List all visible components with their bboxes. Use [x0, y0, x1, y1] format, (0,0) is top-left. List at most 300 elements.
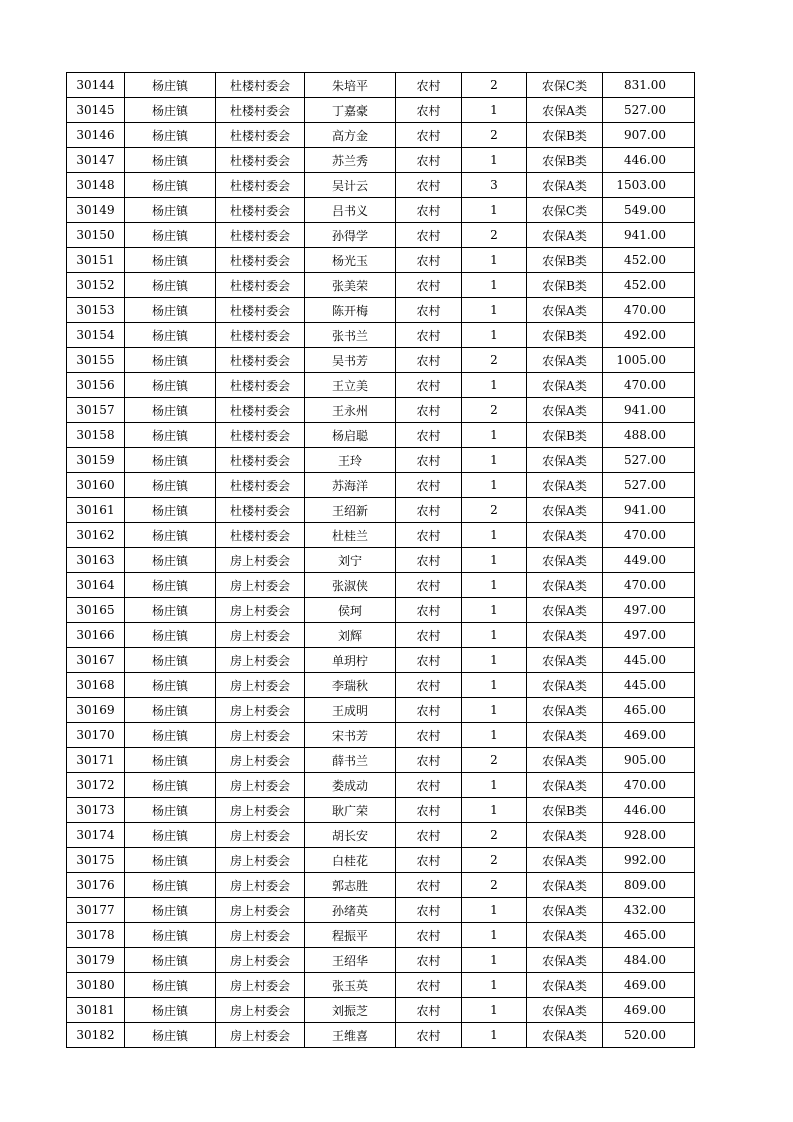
area-type-cell: 农村: [396, 248, 462, 273]
town-cell: 杨庄镇: [125, 148, 216, 173]
town-cell: 杨庄镇: [125, 348, 216, 373]
household-count-cell: 1: [462, 98, 527, 123]
amount-cell: 446.00: [603, 798, 695, 823]
village-committee-cell: 杜楼村委会: [216, 348, 305, 373]
village-committee-cell: 杜楼村委会: [216, 498, 305, 523]
table-row: [67, 648, 695, 673]
amount-cell: 941.00: [603, 498, 695, 523]
table-row: [67, 773, 695, 798]
village-committee-cell: 房上村委会: [216, 698, 305, 723]
person-name-cell: 孙绪英: [305, 898, 396, 923]
insurance-category-cell: 农保A类: [527, 473, 603, 498]
household-count-cell: 1: [462, 598, 527, 623]
table-row: [67, 398, 695, 423]
table-row: [67, 598, 695, 623]
area-type-cell: 农村: [396, 73, 462, 98]
household-count-cell: 1: [462, 673, 527, 698]
insurance-category-cell: 农保A类: [527, 923, 603, 948]
table-row: [67, 98, 695, 123]
amount-cell: 497.00: [603, 598, 695, 623]
town-cell: 杨庄镇: [125, 848, 216, 873]
village-committee-cell: 房上村委会: [216, 898, 305, 923]
record-id-cell: 30165: [67, 598, 125, 623]
town-cell: 杨庄镇: [125, 373, 216, 398]
village-committee-cell: 房上村委会: [216, 548, 305, 573]
person-name-cell: 王永州: [305, 398, 396, 423]
town-cell: 杨庄镇: [125, 948, 216, 973]
person-name-cell: 王立美: [305, 373, 396, 398]
insurance-category-cell: 农保B类: [527, 148, 603, 173]
town-cell: 杨庄镇: [125, 598, 216, 623]
table-row: [67, 298, 695, 323]
record-id-cell: 30173: [67, 798, 125, 823]
village-committee-cell: 杜楼村委会: [216, 423, 305, 448]
household-count-cell: 1: [462, 573, 527, 598]
insurance-category-cell: 农保A类: [527, 698, 603, 723]
village-committee-cell: 杜楼村委会: [216, 523, 305, 548]
table-row: [67, 823, 695, 848]
amount-cell: 549.00: [603, 198, 695, 223]
record-id-cell: 30175: [67, 848, 125, 873]
amount-cell: 470.00: [603, 773, 695, 798]
household-count-cell: 1: [462, 448, 527, 473]
village-committee-cell: 杜楼村委会: [216, 198, 305, 223]
amount-cell: 470.00: [603, 373, 695, 398]
amount-cell: 527.00: [603, 473, 695, 498]
amount-cell: 497.00: [603, 623, 695, 648]
table-row: [67, 573, 695, 598]
household-count-cell: 1: [462, 198, 527, 223]
person-name-cell: 侯珂: [305, 598, 396, 623]
record-id-cell: 30174: [67, 823, 125, 848]
insurance-category-cell: 农保A类: [527, 448, 603, 473]
amount-cell: 469.00: [603, 998, 695, 1023]
insurance-category-cell: 农保A类: [527, 823, 603, 848]
table-row: [67, 373, 695, 398]
household-count-cell: 1: [462, 648, 527, 673]
record-id-cell: 30149: [67, 198, 125, 223]
household-count-cell: 1: [462, 523, 527, 548]
person-name-cell: 张美荣: [305, 273, 396, 298]
table-row: [67, 73, 695, 98]
table-row: [67, 798, 695, 823]
town-cell: 杨庄镇: [125, 873, 216, 898]
household-count-cell: 1: [462, 998, 527, 1023]
record-id-cell: 30155: [67, 348, 125, 373]
amount-cell: 992.00: [603, 848, 695, 873]
household-count-cell: 1: [462, 923, 527, 948]
amount-cell: 907.00: [603, 123, 695, 148]
area-type-cell: 农村: [396, 923, 462, 948]
household-count-cell: 1: [462, 548, 527, 573]
person-name-cell: 刘振芝: [305, 998, 396, 1023]
amount-cell: 941.00: [603, 223, 695, 248]
record-id-cell: 30153: [67, 298, 125, 323]
village-committee-cell: 杜楼村委会: [216, 98, 305, 123]
town-cell: 杨庄镇: [125, 823, 216, 848]
household-count-cell: 2: [462, 73, 527, 98]
amount-cell: 449.00: [603, 548, 695, 573]
area-type-cell: 农村: [396, 548, 462, 573]
insurance-category-cell: 农保A类: [527, 948, 603, 973]
town-cell: 杨庄镇: [125, 323, 216, 348]
insurance-category-cell: 农保A类: [527, 648, 603, 673]
area-type-cell: 农村: [396, 298, 462, 323]
insurance-category-cell: 农保A类: [527, 773, 603, 798]
insurance-category-cell: 农保A类: [527, 873, 603, 898]
town-cell: 杨庄镇: [125, 723, 216, 748]
record-id-cell: 30163: [67, 548, 125, 573]
table-row: [67, 898, 695, 923]
area-type-cell: 农村: [396, 948, 462, 973]
household-count-cell: 1: [462, 723, 527, 748]
insurance-category-cell: 农保A类: [527, 723, 603, 748]
insurance-category-cell: 农保A类: [527, 223, 603, 248]
person-name-cell: 单玥柠: [305, 648, 396, 673]
table-row: [67, 998, 695, 1023]
area-type-cell: 农村: [396, 773, 462, 798]
table-body: [67, 73, 695, 1048]
person-name-cell: 杨光玉: [305, 248, 396, 273]
village-committee-cell: 杜楼村委会: [216, 248, 305, 273]
person-name-cell: 苏海洋: [305, 473, 396, 498]
household-count-cell: 1: [462, 473, 527, 498]
person-name-cell: 杨启聪: [305, 423, 396, 448]
person-name-cell: 张书兰: [305, 323, 396, 348]
village-committee-cell: 房上村委会: [216, 1023, 305, 1048]
household-count-cell: 1: [462, 373, 527, 398]
area-type-cell: 农村: [396, 523, 462, 548]
person-name-cell: 张玉英: [305, 973, 396, 998]
person-name-cell: 王绍新: [305, 498, 396, 523]
town-cell: 杨庄镇: [125, 98, 216, 123]
amount-cell: 527.00: [603, 448, 695, 473]
area-type-cell: 农村: [396, 823, 462, 848]
insurance-category-cell: 农保A类: [527, 398, 603, 423]
amount-cell: 527.00: [603, 98, 695, 123]
record-id-cell: 30145: [67, 98, 125, 123]
area-type-cell: 农村: [396, 173, 462, 198]
insurance-category-cell: 农保B类: [527, 273, 603, 298]
record-id-cell: 30148: [67, 173, 125, 198]
area-type-cell: 农村: [396, 323, 462, 348]
amount-cell: 445.00: [603, 648, 695, 673]
record-id-cell: 30179: [67, 948, 125, 973]
insurance-category-cell: 农保B类: [527, 798, 603, 823]
person-name-cell: 丁嘉豪: [305, 98, 396, 123]
village-committee-cell: 房上村委会: [216, 848, 305, 873]
person-name-cell: 郭志胜: [305, 873, 396, 898]
area-type-cell: 农村: [396, 398, 462, 423]
table-row: [67, 1023, 695, 1048]
household-count-cell: 1: [462, 423, 527, 448]
amount-cell: 492.00: [603, 323, 695, 348]
village-committee-cell: 杜楼村委会: [216, 173, 305, 198]
record-id-cell: 30170: [67, 723, 125, 748]
area-type-cell: 农村: [396, 748, 462, 773]
person-name-cell: 王绍华: [305, 948, 396, 973]
insurance-category-cell: 农保B类: [527, 423, 603, 448]
insurance-category-cell: 农保A类: [527, 998, 603, 1023]
village-committee-cell: 房上村委会: [216, 623, 305, 648]
village-committee-cell: 房上村委会: [216, 998, 305, 1023]
record-id-cell: 30164: [67, 573, 125, 598]
town-cell: 杨庄镇: [125, 798, 216, 823]
amount-cell: 470.00: [603, 573, 695, 598]
insurance-category-cell: 农保C类: [527, 198, 603, 223]
amount-cell: 465.00: [603, 923, 695, 948]
area-type-cell: 农村: [396, 498, 462, 523]
amount-cell: 928.00: [603, 823, 695, 848]
insurance-category-cell: 农保A类: [527, 173, 603, 198]
person-name-cell: 王玲: [305, 448, 396, 473]
town-cell: 杨庄镇: [125, 698, 216, 723]
town-cell: 杨庄镇: [125, 273, 216, 298]
household-count-cell: 2: [462, 398, 527, 423]
amount-cell: 432.00: [603, 898, 695, 923]
town-cell: 杨庄镇: [125, 623, 216, 648]
insurance-category-cell: 农保A类: [527, 748, 603, 773]
town-cell: 杨庄镇: [125, 448, 216, 473]
person-name-cell: 程振平: [305, 923, 396, 948]
area-type-cell: 农村: [396, 198, 462, 223]
amount-cell: 445.00: [603, 673, 695, 698]
household-count-cell: 1: [462, 323, 527, 348]
person-name-cell: 陈开梅: [305, 298, 396, 323]
record-id-cell: 30152: [67, 273, 125, 298]
household-count-cell: 1: [462, 798, 527, 823]
amount-cell: 446.00: [603, 148, 695, 173]
person-name-cell: 白桂花: [305, 848, 396, 873]
record-id-cell: 30156: [67, 373, 125, 398]
household-count-cell: 3: [462, 173, 527, 198]
area-type-cell: 农村: [396, 473, 462, 498]
amount-cell: 488.00: [603, 423, 695, 448]
town-cell: 杨庄镇: [125, 73, 216, 98]
record-id-cell: 30167: [67, 648, 125, 673]
town-cell: 杨庄镇: [125, 1023, 216, 1048]
area-type-cell: 农村: [396, 598, 462, 623]
table-row: [67, 698, 695, 723]
household-count-cell: 1: [462, 273, 527, 298]
record-id-cell: 30146: [67, 123, 125, 148]
household-count-cell: 1: [462, 948, 527, 973]
person-name-cell: 吴书芳: [305, 348, 396, 373]
village-committee-cell: 房上村委会: [216, 823, 305, 848]
table-row: [67, 498, 695, 523]
household-count-cell: 1: [462, 298, 527, 323]
insurance-category-cell: 农保A类: [527, 298, 603, 323]
area-type-cell: 农村: [396, 798, 462, 823]
village-committee-cell: 杜楼村委会: [216, 298, 305, 323]
insurance-category-cell: 农保A类: [527, 598, 603, 623]
town-cell: 杨庄镇: [125, 773, 216, 798]
village-committee-cell: 房上村委会: [216, 573, 305, 598]
area-type-cell: 农村: [396, 648, 462, 673]
area-type-cell: 农村: [396, 448, 462, 473]
person-name-cell: 刘宁: [305, 548, 396, 573]
area-type-cell: 农村: [396, 123, 462, 148]
person-name-cell: 朱培平: [305, 73, 396, 98]
amount-cell: 470.00: [603, 523, 695, 548]
table-row: [67, 848, 695, 873]
table-row: [67, 523, 695, 548]
record-id-cell: 30166: [67, 623, 125, 648]
town-cell: 杨庄镇: [125, 548, 216, 573]
town-cell: 杨庄镇: [125, 998, 216, 1023]
record-id-cell: 30159: [67, 448, 125, 473]
town-cell: 杨庄镇: [125, 298, 216, 323]
village-committee-cell: 房上村委会: [216, 648, 305, 673]
record-id-cell: 30147: [67, 148, 125, 173]
area-type-cell: 农村: [396, 1023, 462, 1048]
record-id-cell: 30161: [67, 498, 125, 523]
person-name-cell: 吕书义: [305, 198, 396, 223]
village-committee-cell: 杜楼村委会: [216, 73, 305, 98]
town-cell: 杨庄镇: [125, 498, 216, 523]
area-type-cell: 农村: [396, 998, 462, 1023]
village-committee-cell: 杜楼村委会: [216, 273, 305, 298]
insurance-category-cell: 农保B类: [527, 323, 603, 348]
household-count-cell: 1: [462, 773, 527, 798]
table-row: [67, 448, 695, 473]
table-row: [67, 123, 695, 148]
household-count-cell: 1: [462, 148, 527, 173]
household-count-cell: 1: [462, 973, 527, 998]
area-type-cell: 农村: [396, 273, 462, 298]
record-id-cell: 30171: [67, 748, 125, 773]
town-cell: 杨庄镇: [125, 248, 216, 273]
amount-cell: 1503.00: [603, 173, 695, 198]
household-count-cell: 2: [462, 873, 527, 898]
record-id-cell: 30180: [67, 973, 125, 998]
insurance-category-cell: 农保A类: [527, 498, 603, 523]
record-id-cell: 30168: [67, 673, 125, 698]
table-row: [67, 273, 695, 298]
amount-cell: 1005.00: [603, 348, 695, 373]
person-name-cell: 吴计云: [305, 173, 396, 198]
record-id-cell: 30176: [67, 873, 125, 898]
household-count-cell: 1: [462, 1023, 527, 1048]
household-count-cell: 1: [462, 898, 527, 923]
amount-cell: 520.00: [603, 1023, 695, 1048]
amount-cell: 469.00: [603, 723, 695, 748]
area-type-cell: 农村: [396, 573, 462, 598]
village-committee-cell: 房上村委会: [216, 923, 305, 948]
town-cell: 杨庄镇: [125, 423, 216, 448]
area-type-cell: 农村: [396, 673, 462, 698]
insurance-category-cell: 农保A类: [527, 548, 603, 573]
household-count-cell: 2: [462, 348, 527, 373]
person-name-cell: 李瑞秋: [305, 673, 396, 698]
village-committee-cell: 房上村委会: [216, 673, 305, 698]
insurance-category-cell: 农保A类: [527, 673, 603, 698]
table-row: [67, 198, 695, 223]
village-committee-cell: 杜楼村委会: [216, 448, 305, 473]
amount-cell: 484.00: [603, 948, 695, 973]
table-row: [67, 423, 695, 448]
insurance-category-cell: 农保B类: [527, 123, 603, 148]
person-name-cell: 王维喜: [305, 1023, 396, 1048]
person-name-cell: 耿广荣: [305, 798, 396, 823]
table-row: [67, 323, 695, 348]
area-type-cell: 农村: [396, 223, 462, 248]
village-committee-cell: 杜楼村委会: [216, 323, 305, 348]
town-cell: 杨庄镇: [125, 173, 216, 198]
amount-cell: 452.00: [603, 273, 695, 298]
area-type-cell: 农村: [396, 373, 462, 398]
insurance-category-cell: 农保A类: [527, 1023, 603, 1048]
town-cell: 杨庄镇: [125, 898, 216, 923]
household-count-cell: 1: [462, 248, 527, 273]
record-id-cell: 30182: [67, 1023, 125, 1048]
record-id-cell: 30158: [67, 423, 125, 448]
person-name-cell: 孙得学: [305, 223, 396, 248]
person-name-cell: 张淑侠: [305, 573, 396, 598]
town-cell: 杨庄镇: [125, 673, 216, 698]
insurance-category-cell: 农保A类: [527, 523, 603, 548]
record-id-cell: 30144: [67, 73, 125, 98]
table-row: [67, 248, 695, 273]
person-name-cell: 宋书芳: [305, 723, 396, 748]
household-count-cell: 2: [462, 223, 527, 248]
amount-cell: 831.00: [603, 73, 695, 98]
household-count-cell: 1: [462, 698, 527, 723]
town-cell: 杨庄镇: [125, 123, 216, 148]
record-id-cell: 30154: [67, 323, 125, 348]
area-type-cell: 农村: [396, 148, 462, 173]
insurance-category-cell: 农保A类: [527, 623, 603, 648]
village-committee-cell: 杜楼村委会: [216, 223, 305, 248]
village-committee-cell: 房上村委会: [216, 973, 305, 998]
amount-cell: 452.00: [603, 248, 695, 273]
record-id-cell: 30151: [67, 248, 125, 273]
village-committee-cell: 杜楼村委会: [216, 373, 305, 398]
table-row: [67, 173, 695, 198]
village-committee-cell: 杜楼村委会: [216, 398, 305, 423]
record-id-cell: 30157: [67, 398, 125, 423]
record-id-cell: 30150: [67, 223, 125, 248]
village-committee-cell: 房上村委会: [216, 723, 305, 748]
town-cell: 杨庄镇: [125, 398, 216, 423]
household-count-cell: 1: [462, 623, 527, 648]
insurance-category-cell: 农保A类: [527, 848, 603, 873]
household-count-cell: 2: [462, 848, 527, 873]
person-name-cell: 娄成动: [305, 773, 396, 798]
area-type-cell: 农村: [396, 973, 462, 998]
amount-cell: 465.00: [603, 698, 695, 723]
amount-cell: 470.00: [603, 298, 695, 323]
table-row: [67, 748, 695, 773]
village-committee-cell: 房上村委会: [216, 873, 305, 898]
village-committee-cell: 杜楼村委会: [216, 473, 305, 498]
table-row: [67, 973, 695, 998]
village-committee-cell: 房上村委会: [216, 798, 305, 823]
village-committee-cell: 杜楼村委会: [216, 148, 305, 173]
insurance-category-cell: 农保A类: [527, 373, 603, 398]
table-row: [67, 873, 695, 898]
insurance-category-cell: 农保A类: [527, 98, 603, 123]
town-cell: 杨庄镇: [125, 648, 216, 673]
amount-cell: 809.00: [603, 873, 695, 898]
table-row: [67, 548, 695, 573]
record-id-cell: 30177: [67, 898, 125, 923]
table-row: [67, 623, 695, 648]
insurance-category-cell: 农保B类: [527, 248, 603, 273]
village-committee-cell: 房上村委会: [216, 948, 305, 973]
household-count-cell: 2: [462, 498, 527, 523]
village-committee-cell: 房上村委会: [216, 598, 305, 623]
